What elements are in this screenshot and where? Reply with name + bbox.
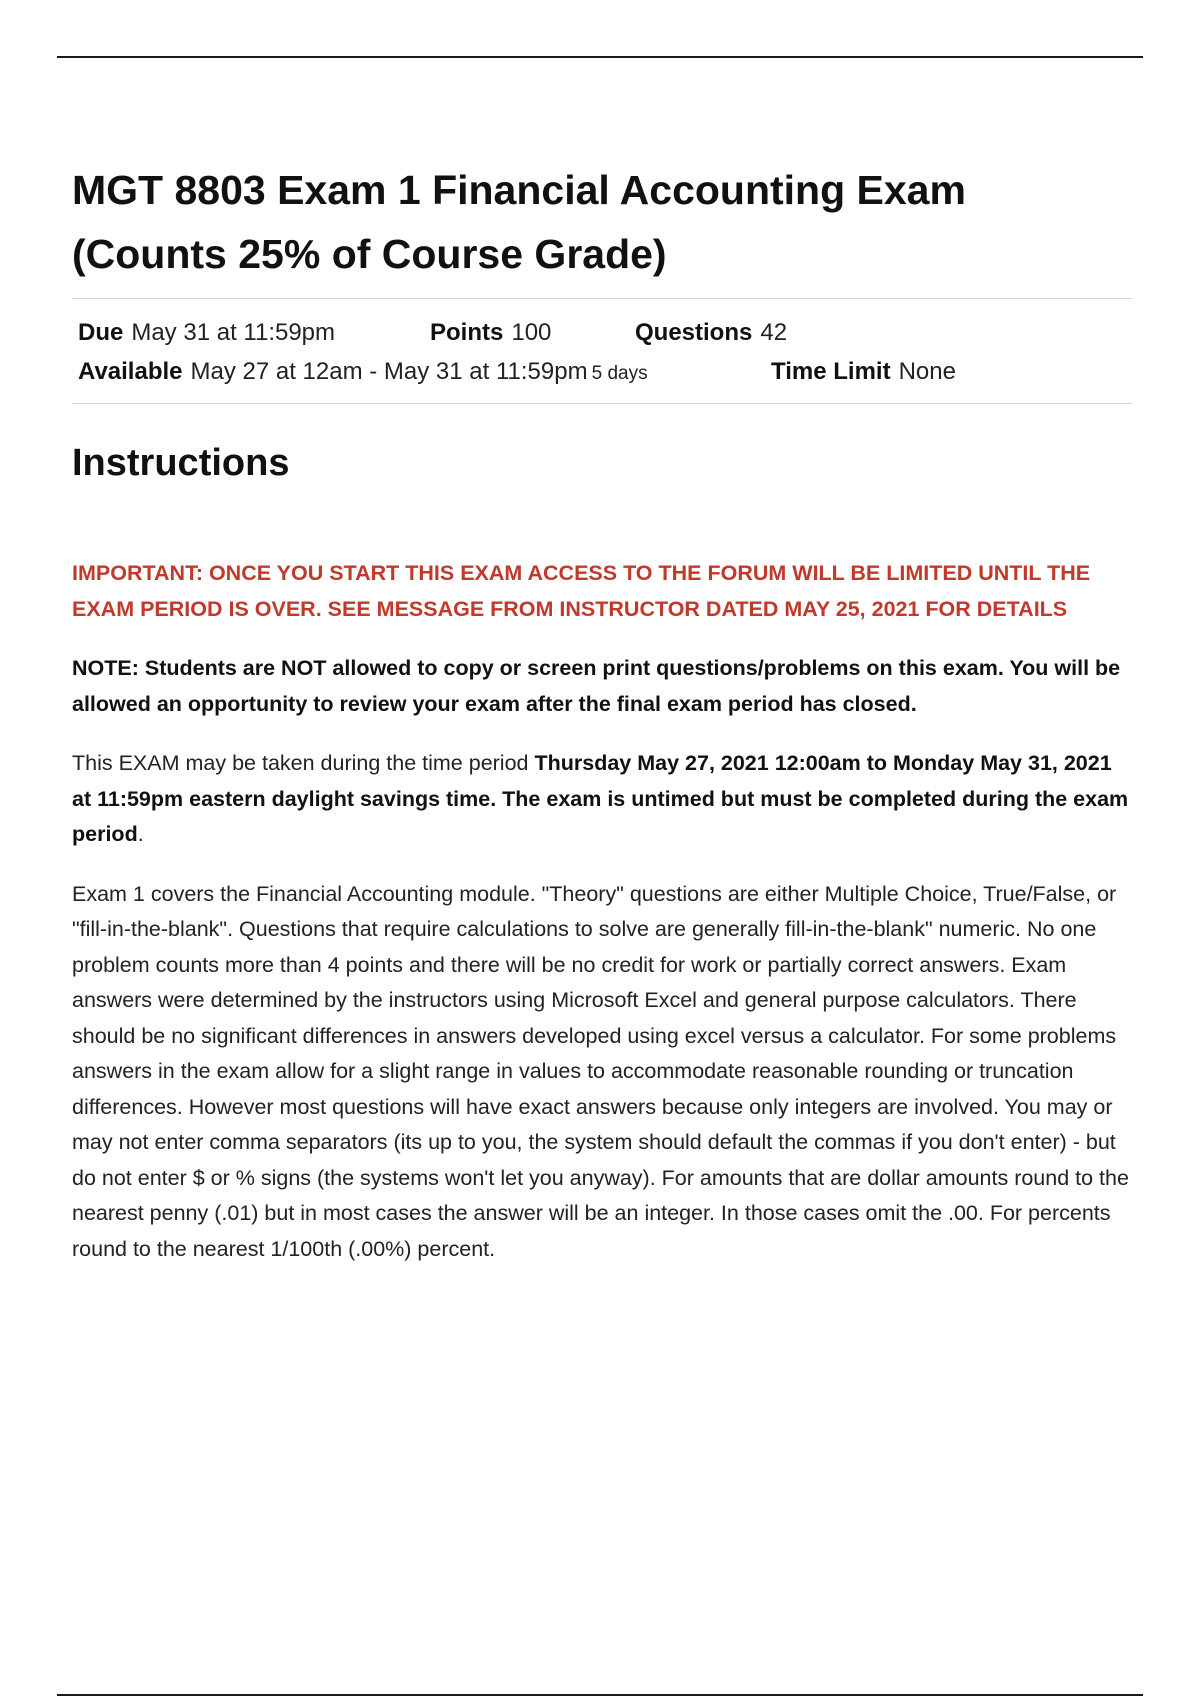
points-label: Points <box>430 319 504 346</box>
time-limit-label: Time Limit <box>771 358 891 385</box>
note-paragraph: NOTE: Students are NOT allowed to copy or screen print questions/problems on this exam. You will be allowed an opportunity to review your exam after the final exam period has closed. <box>72 656 1121 716</box>
questions-label: Questions <box>635 319 753 346</box>
exam-coverage-paragraph: Exam 1 covers the Financial Accounting module. "Theory" questions are either Multiple Choice, True/False, or "fill-in-the-blank". Questions that require calculations to solve are generally fill-in-the-blank" numeric. No one problem counts more than 4 points and there will be no credit for work or partially correct answers. Exam answers were determined by the instructors using Microsoft Excel and general purpose calculators. There should be no significant differences in answers developed using excel versus a calculator. For some problems answers in the exam allow for a slight range in values to accommodate reasonable rounding or truncation differences. However most questions will have exact answers because only integers are involved. You may or may not enter comma separators (its up to you, the system should default the commas if you don't enter) - but do not enter $ or % signs (the systems won't let you anyway). For amounts that are dollar amounts round to the nearest penny (.01) but in most cases the answer will be an integer. In those cases omit the .00. For percents round to the nearest 1/100th (.00%) percent. <box>72 881 1129 1261</box>
available-value: May 27 at 12am - May 31 at 11:59pm <box>190 358 588 385</box>
due-info <box>78 313 335 352</box>
available-duration: 5 days <box>591 363 648 384</box>
exam-title-line-1: MGT 8803 Exam 1 Financial Accounting Exam <box>72 167 966 213</box>
meta-row-2 <box>78 352 1126 391</box>
exam-content <box>72 158 1132 1267</box>
exam-meta <box>72 299 1132 403</box>
points-info <box>430 313 551 352</box>
exam-title-line-2: (Counts 25% of Course Grade) <box>72 231 667 277</box>
due-label: Due <box>78 319 124 346</box>
instructions-heading: Instructions <box>72 442 290 484</box>
exam-title <box>72 158 1132 286</box>
important-notice: IMPORTANT: ONCE YOU START THIS EXAM ACCESS TO THE FORUM WILL BE LIMITED UNTIL THE EXAM PERIOD IS OVER. SEE MESSAGE FROM INSTRUCTOR DATED MAY 25, 2021 FOR DETAILS <box>72 561 1091 621</box>
page-bottom-rule <box>57 1694 1143 1696</box>
questions-value: 42 <box>760 319 788 346</box>
time-limit-value: None <box>898 358 956 385</box>
due-value: May 31 at 11:59pm <box>131 319 336 346</box>
page-top-rule <box>57 56 1143 58</box>
points-value: 100 <box>511 319 552 346</box>
available-label: Available <box>78 358 183 385</box>
exam-period-intro: This EXAM may be taken during the time period <box>72 751 535 775</box>
time-limit-info <box>771 352 956 391</box>
exam-period-paragraph <box>72 746 1132 853</box>
meta-divider-bottom <box>72 403 1132 404</box>
meta-row-1 <box>78 313 1126 352</box>
available-info <box>78 352 648 393</box>
questions-info <box>635 313 787 352</box>
exam-period-bold: Thursday May 27, 2021 12:00am to Monday May 31, 2021 at 11:59pm eastern daylight savings time. The exam is untimed but must be completed during the exam period <box>72 751 1129 846</box>
exam-period-end: . <box>137 822 144 846</box>
